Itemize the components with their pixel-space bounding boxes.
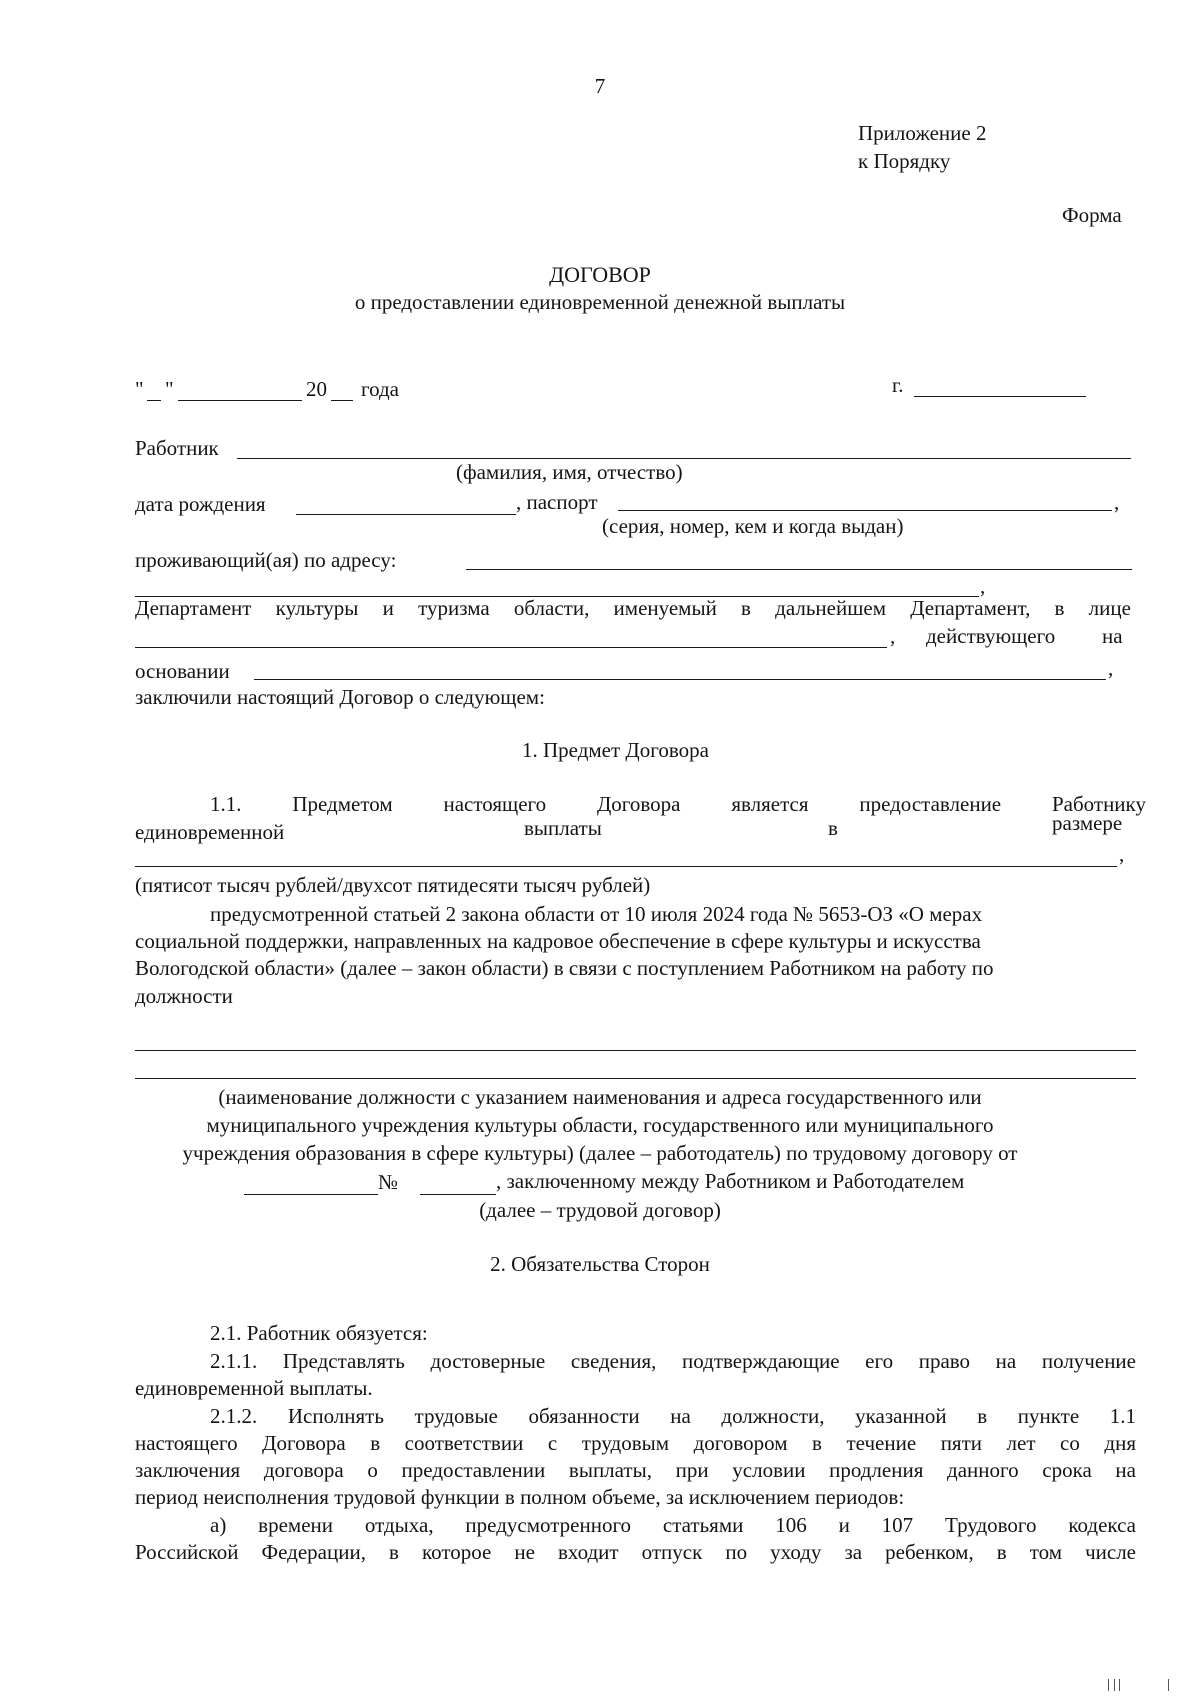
year-blank: [331, 400, 353, 401]
address-label: проживающий(ая) по адресу:: [135, 548, 397, 572]
department-word: лице: [1088, 596, 1131, 620]
appendix-reference: к Порядку: [858, 149, 951, 173]
representative-comma: ,: [890, 624, 896, 648]
birth-date-label: дата рождения: [135, 492, 266, 516]
year-prefix: 20: [306, 377, 327, 401]
basis-blank: [254, 679, 1106, 680]
city-blank: [914, 396, 1086, 397]
department-word: туризма: [418, 596, 490, 620]
basis-label: основании: [135, 659, 230, 683]
scan-artifact: [1108, 1679, 1109, 1691]
clause-2-1-1-line: 2.1.1. Представлять достоверные сведения, подтверждающие его право на получение: [210, 1349, 1136, 1373]
scan-artifact: [1119, 1679, 1120, 1691]
clause-word: настоящего: [443, 792, 547, 816]
contract-date-blank: [244, 1194, 378, 1195]
clause-2-1-2-line: период неисполнения трудовой функции в полном объеме, за исключением периодов:: [135, 1485, 905, 1509]
contract-hint: (далее – трудовой договор): [479, 1198, 721, 1222]
clause-2-1-2-line: 2.1.2. Исполнять трудовые обязанности на должности, указанной в пункте 1.1: [210, 1404, 1136, 1428]
position-blank-1: [135, 1050, 1136, 1051]
clause-2-1-2-line: заключения договора о предоставлении выплаты, при условии продления данного срока на: [135, 1458, 1136, 1482]
address-blank-1: [466, 569, 1132, 570]
department-word: дальнейшем: [775, 596, 886, 620]
department-word: именуемый: [613, 596, 717, 620]
contract-number-blank: [420, 1194, 496, 1195]
clause-word: выплаты: [524, 816, 602, 840]
contract-tail: , заключенному между Работником и Работодателем: [496, 1169, 965, 1193]
amount-blank: [135, 866, 1117, 867]
clause-word: размере: [1052, 811, 1123, 835]
department-word: Департамент: [135, 596, 252, 620]
clause-word: Предметом: [292, 792, 393, 816]
amount-hint: (пятисот тысяч рублей/двухсот пятидесяти тысяч рублей): [135, 873, 651, 897]
appendix-number: Приложение 2: [858, 121, 987, 145]
date-quote-close: ": [165, 377, 174, 401]
position-blank-2: [135, 1078, 1136, 1079]
date-quote-open: ": [135, 377, 144, 401]
page-number: 7: [594, 74, 606, 98]
clause-2-1: 2.1. Работник обязуется:: [210, 1321, 428, 1345]
section-1-heading: 1. Предмет Договора: [522, 738, 709, 762]
document-subtitle: о предоставлении единовременной денежной выплаты: [354, 290, 846, 314]
clause-word: единовременной: [135, 820, 285, 844]
passport-comma: ,: [1114, 490, 1120, 514]
clause-1-1-line: предусмотренной статьей 2 закона области от 10 июля 2024 года № 5653-ОЗ «О мерах: [210, 902, 983, 926]
day-blank: [147, 400, 161, 401]
clause-word: Договора: [596, 792, 681, 816]
passport-hint: (серия, номер, кем и когда выдан): [602, 514, 904, 538]
document-title: ДОГОВОР: [549, 262, 651, 287]
address-comma: ,: [980, 574, 986, 598]
worker-name-blank: [237, 458, 1131, 459]
city-prefix: г.: [892, 373, 904, 397]
passport-label: , паспорт: [516, 490, 598, 514]
clause-1-1-line: социальной поддержки, направленных на кадровое обеспечение в сфере культуры и искусства: [135, 929, 981, 953]
department-word: культуры: [275, 596, 359, 620]
department-intro: [135, 596, 1131, 621]
position-hint-line: муниципального учреждения культуры области, государственного или муниципального: [206, 1113, 994, 1137]
worker-label: Работник: [135, 436, 219, 460]
department-word: Департамент,: [910, 596, 1031, 620]
clause-word: 1.1.: [210, 792, 242, 816]
clause-1-1-line: должности: [135, 984, 233, 1008]
month-blank: [178, 400, 302, 401]
department-word: в: [1054, 596, 1065, 620]
acting-word: действующего: [926, 624, 1056, 648]
clause-2-1-2-line: настоящего Договора в соответствии с трудовым договором в течение пяти лет со дня: [135, 1431, 1136, 1455]
amount-comma: ,: [1119, 842, 1125, 866]
year-suffix: года: [361, 377, 399, 401]
acting-word: на: [1102, 624, 1123, 648]
clause-word: является: [731, 792, 809, 816]
position-hint-line: учреждения образования в сфере культуры) (далее – работодатель) по трудовому договору от: [182, 1141, 1018, 1165]
clause-a-line: Российской Федерации, в которое не входит отпуск по уходу за ребенком, в том числе: [135, 1540, 1136, 1564]
department-word: области,: [513, 596, 590, 620]
concluded-text: заключили настоящий Договор о следующем:: [135, 685, 545, 709]
worker-name-hint: (фамилия, имя, отчество): [456, 460, 683, 484]
department-word: в: [741, 596, 751, 620]
department-word: и: [382, 596, 394, 620]
clause-word: в: [828, 816, 838, 840]
clause-a-line: а) времени отдыха, предусмотренного статьями 106 и 107 Трудового кодекса: [210, 1513, 1136, 1537]
clause-2-1-1-line: единовременной выплаты.: [135, 1376, 373, 1400]
passport-blank: [618, 510, 1112, 511]
clause-1-1-row-1: [210, 792, 1146, 817]
clause-word: Работнику: [1051, 792, 1146, 816]
form-label: Форма: [1062, 203, 1122, 227]
scan-artifact: [1114, 1679, 1115, 1691]
basis-comma: ,: [1108, 656, 1114, 680]
contract-number-sign: №: [378, 1170, 399, 1194]
position-hint-line: (наименование должности с указанием наименования и адреса государственного или: [218, 1085, 982, 1109]
clause-word: предоставление: [859, 792, 1002, 816]
scan-artifact: [1168, 1679, 1169, 1691]
birth-date-blank: [296, 514, 516, 515]
representative-blank: [135, 647, 887, 648]
section-2-heading: 2. Обязательства Сторон: [490, 1252, 710, 1276]
clause-1-1-line: Вологодской области» (далее – закон области) в связи с поступлением Работником на работу по: [135, 956, 994, 980]
